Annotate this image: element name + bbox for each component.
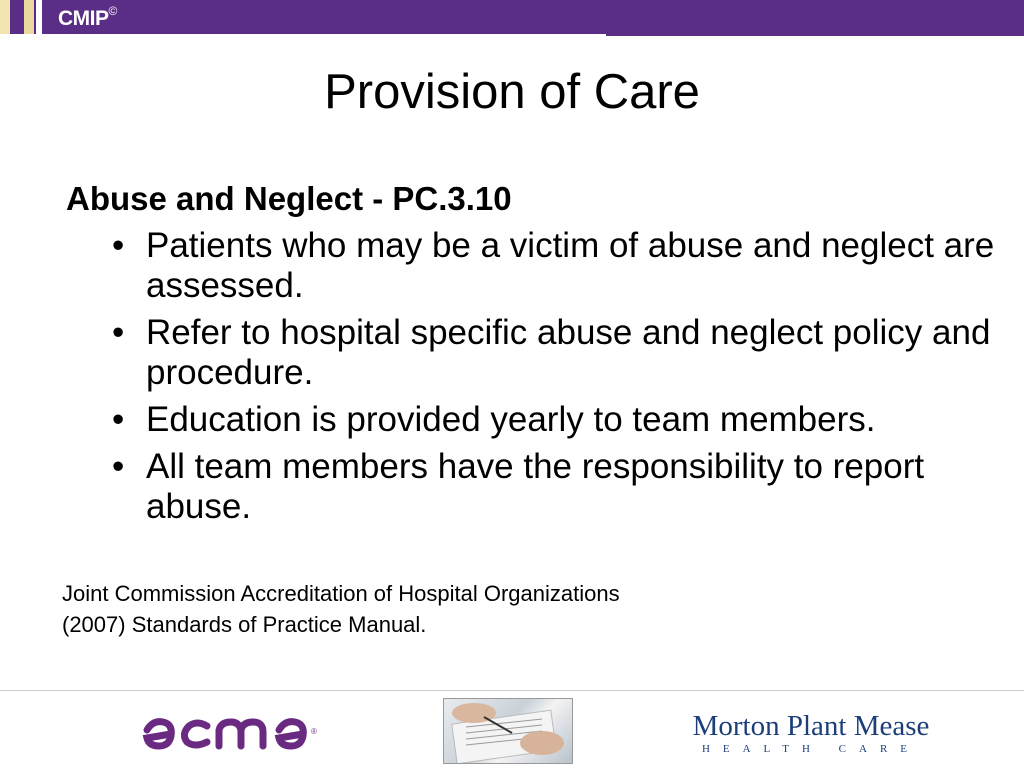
footer-divider: [0, 690, 1024, 691]
reference-line: (2007) Standards of Practice Manual.: [62, 612, 427, 637]
bullet-icon: •: [112, 313, 125, 352]
bullet-icon: •: [112, 400, 125, 439]
reference-line: Joint Commission Accreditation of Hospital Organizations: [62, 581, 620, 606]
bullet-item: [112, 226, 1012, 306]
header-underline: [606, 34, 1024, 36]
footer-photo: [443, 698, 573, 764]
brand-logo: CMIP©: [58, 4, 117, 30]
bullet-text: Education is provided yearly to team members.: [146, 400, 876, 439]
header-stripe: [24, 0, 34, 34]
reference-citation: [62, 578, 620, 640]
bullet-item: [112, 400, 1012, 440]
bullet-item: [112, 447, 1012, 527]
bullet-list: [112, 226, 1012, 534]
bullet-text: Patients who may be a victim of abuse and neglect are assessed.: [146, 226, 995, 305]
header-stripe: [12, 0, 22, 34]
hands-writing-image: [444, 699, 572, 763]
morton-plant-mease-logo: [676, 710, 946, 755]
mpm-logo-name: Morton Plant Mease: [692, 710, 930, 742]
header-stripe: [0, 0, 10, 34]
bullet-text: All team members have the responsibility to report abuse.: [146, 447, 925, 526]
acme-logo: [139, 710, 319, 755]
bullet-text: Refer to hospital specific abuse and neglect policy and procedure.: [146, 313, 991, 392]
header-bar: [0, 0, 1024, 34]
bullet-icon: •: [112, 226, 125, 265]
mpm-logo-subtitle: HEALTH CARE: [701, 743, 921, 755]
section-heading: Abuse and Neglect - PC.3.10: [66, 180, 512, 217]
header-stripe: [36, 0, 42, 34]
bullet-item: [112, 313, 1012, 393]
registered-mark: ®: [311, 727, 317, 736]
slide-title: Provision of Care: [324, 65, 700, 119]
bullet-icon: •: [112, 447, 125, 486]
